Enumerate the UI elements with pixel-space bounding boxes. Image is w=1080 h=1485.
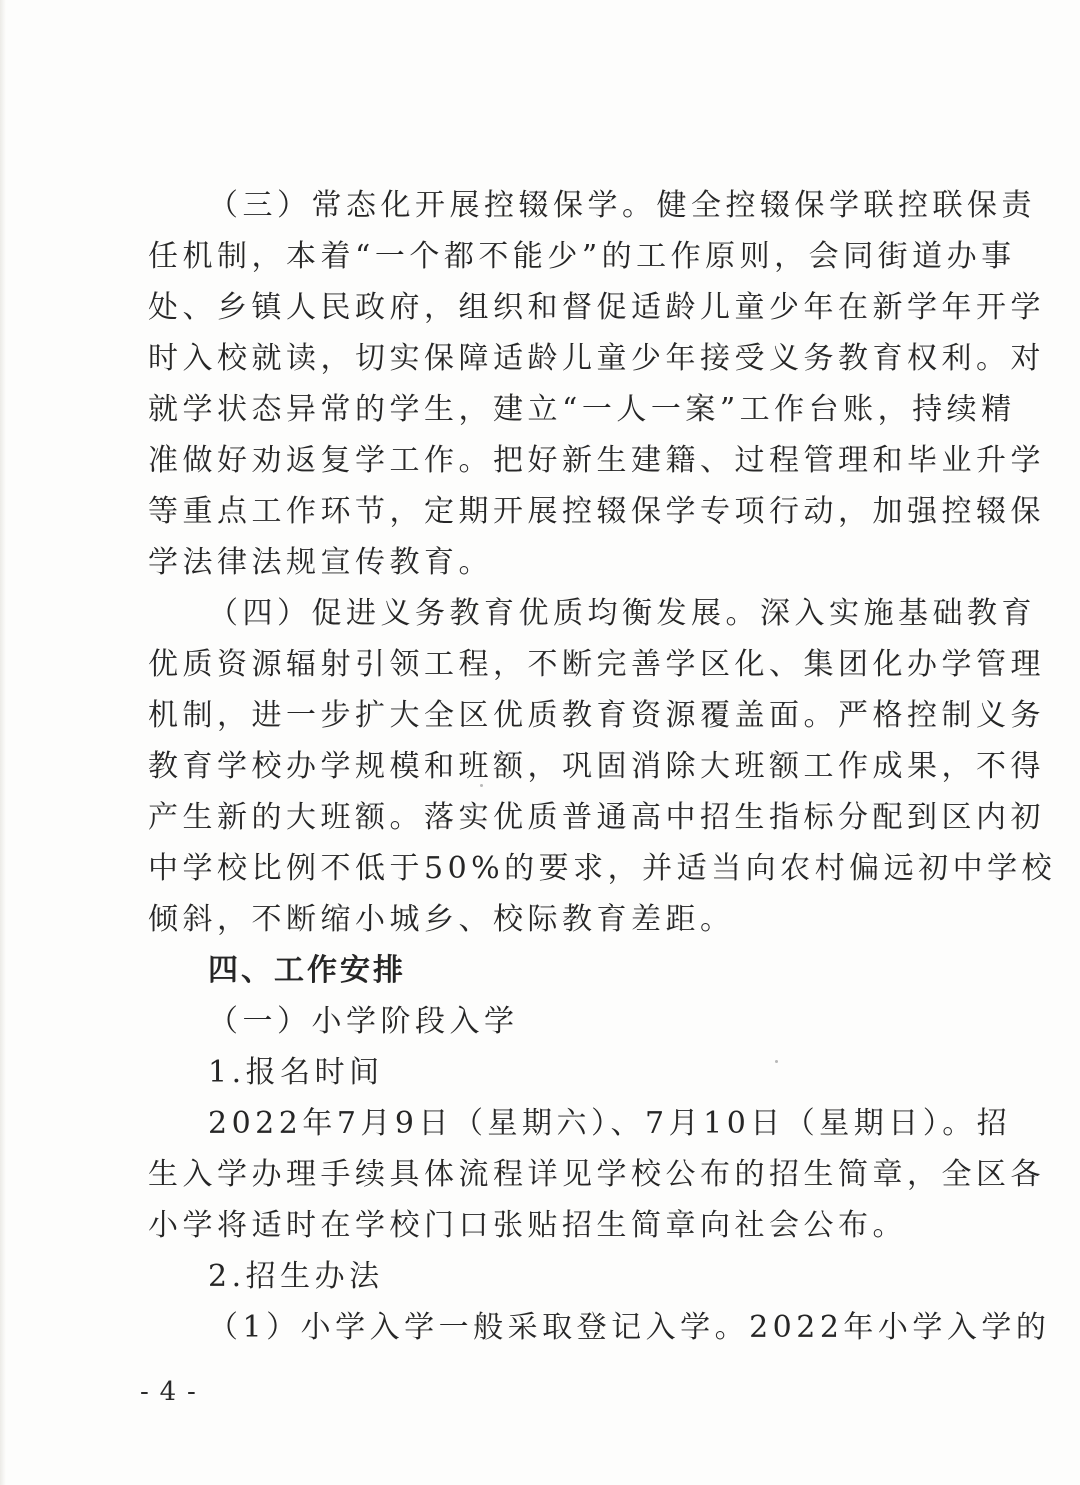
enrollment-method-line-1: （1）小学入学一般采取登记入学。2022年小学入学的 bbox=[208, 1310, 1051, 1345]
paragraph-4-line-6: 中学校比例不低于50%的要求，并适当向农村偏远初中学校 bbox=[148, 851, 1057, 886]
registration-line-2: 生入学办理手续具体流程详见学校公布的招生简章，全区各 bbox=[148, 1157, 1045, 1192]
scan-edge-shadow bbox=[0, 0, 6, 1485]
scan-speck bbox=[480, 784, 483, 787]
paragraph-3-line-4: 时入校就读，切实保障适龄儿童少年接受义务教育权利。对 bbox=[148, 341, 1045, 376]
paragraph-3-line-1: （三）常态化开展控辍保学。健全控辍保学联控联保责 bbox=[208, 188, 1036, 223]
paragraph-4-line-1: （四）促进义务教育优质均衡发展。深入实施基础教育 bbox=[208, 596, 1036, 631]
subheading-primary-enrollment: （一）小学阶段入学 bbox=[208, 1004, 519, 1039]
paragraph-3-line-2: 任机制，本着“一个都不能少”的工作原则，会同街道办事 bbox=[148, 239, 1016, 274]
paragraph-4-line-5: 产生新的大班额。落实优质普通高中招生指标分配到区内初 bbox=[148, 800, 1045, 835]
page-number: - 4 - bbox=[140, 1377, 198, 1407]
paragraph-4-line-7: 倾斜，不断缩小城乡、校际教育差距。 bbox=[148, 902, 735, 937]
scan-speck bbox=[775, 1060, 778, 1063]
item-enrollment-method: 2.招生办法 bbox=[208, 1259, 384, 1294]
paragraph-3-line-8: 学法律法规宣传教育。 bbox=[148, 545, 493, 580]
item-registration-time: 1.报名时间 bbox=[208, 1055, 384, 1090]
registration-line-1: 2022年7月9日（星期六）、7月10日（星期日）。招 bbox=[208, 1106, 1012, 1141]
paragraph-4-line-2: 优质资源辐射引领工程，不断完善学区化、集团化办学管理 bbox=[148, 647, 1045, 682]
registration-line-3: 小学将适时在学校门口张贴招生简章向社会公布。 bbox=[148, 1208, 907, 1243]
section-heading-work-arrangement: 四、工作安排 bbox=[208, 953, 406, 988]
paragraph-4-line-3: 机制，进一步扩大全区优质教育资源覆盖面。严格控制义务 bbox=[148, 698, 1045, 733]
paragraph-3-line-6: 准做好劝返复学工作。把好新生建籍、过程管理和毕业升学 bbox=[148, 443, 1045, 478]
paragraph-3-line-3: 处、乡镇人民政府，组织和督促适龄儿童少年在新学年开学 bbox=[148, 290, 1045, 325]
paragraph-3-line-7: 等重点工作环节，定期开展控辍保学专项行动，加强控辍保 bbox=[148, 494, 1045, 529]
paragraph-3-line-5: 就学状态异常的学生，建立“一人一案”工作台账，持续精 bbox=[148, 392, 1016, 427]
paragraph-4-line-4: 教育学校办学规模和班额，巩固消除大班额工作成果，不得 bbox=[148, 749, 1045, 784]
